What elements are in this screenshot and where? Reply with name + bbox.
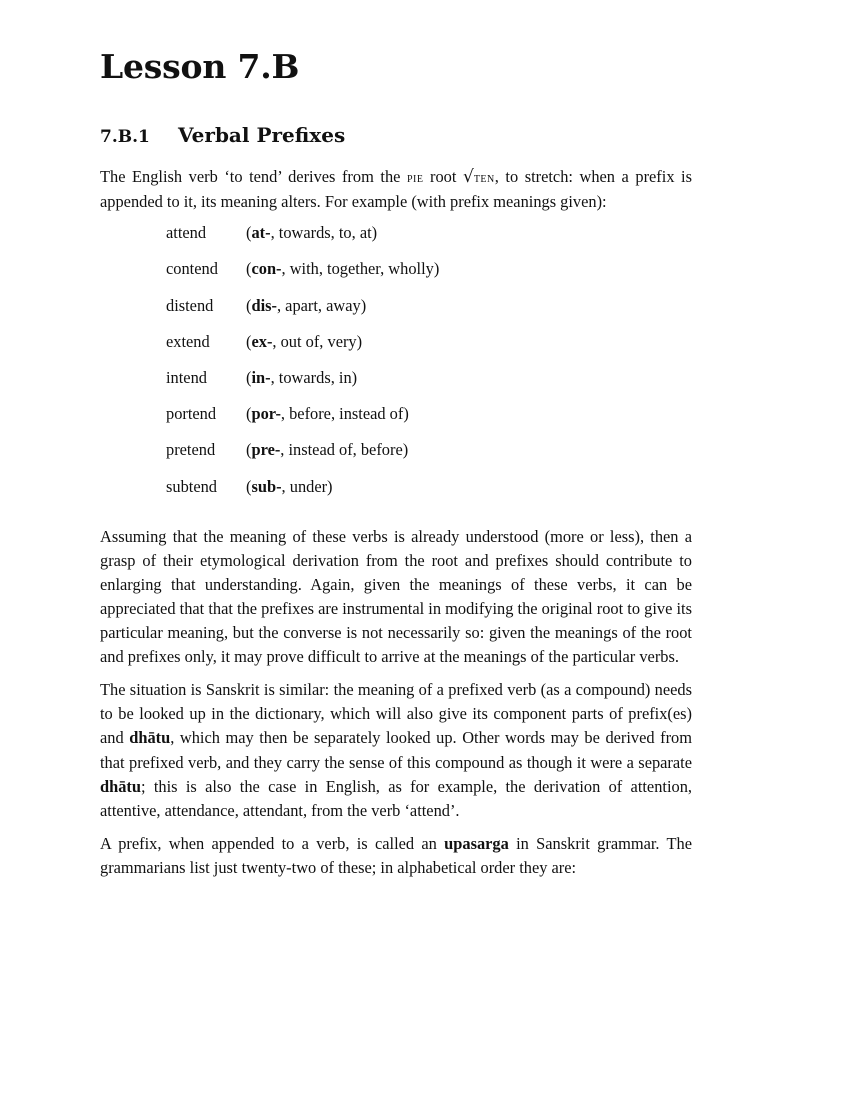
list-item bbox=[166, 368, 692, 404]
example-prefix: at- bbox=[251, 223, 271, 243]
intro-paragraph bbox=[100, 165, 692, 214]
example-meaning: , out of, very) bbox=[272, 331, 363, 351]
example-gloss: (ex-, out of, very) bbox=[246, 331, 363, 351]
example-gloss: (con-, with, together, wholly) bbox=[246, 259, 440, 279]
example-meaning: , instead of, before) bbox=[280, 440, 409, 460]
example-meaning: , before, instead of) bbox=[280, 404, 409, 424]
example-prefix: por- bbox=[251, 404, 281, 424]
example-meaning: , apart, away) bbox=[276, 295, 367, 315]
paragraph-etymology: Assuming that the meaning of these verbs is already understood (more or less), then a grasp of their etymological derivation from the root and prefixes should contribute to enlarging that understanding. Again, given the meanings of these verbs, it can be appreciated that that the prefixes are instrumental in modifying the original root to give its particular meaning, but the converse is not necessarily so: given the meanings of the root and prefixes only, it may prove difficult to arrive at the meanings of the particular verbs. bbox=[100, 526, 692, 667]
intro-text-2: root bbox=[423, 167, 463, 186]
term-dhatu: dhātu bbox=[129, 728, 171, 748]
example-gloss: (in-, towards, in) bbox=[246, 367, 358, 387]
example-gloss: (por-, before, instead of) bbox=[246, 404, 409, 424]
intro-text-1: The English verb ‘to tend’ derives from the bbox=[100, 167, 407, 186]
pie-abbreviation: pie bbox=[406, 170, 424, 186]
example-word: intend bbox=[166, 367, 207, 387]
example-meaning: , with, together, wholly) bbox=[281, 259, 440, 279]
list-item bbox=[166, 404, 692, 440]
example-meaning: , under) bbox=[281, 476, 333, 496]
example-word: distend bbox=[166, 295, 214, 315]
list-item bbox=[166, 477, 692, 513]
lesson-title: Lesson 7.B bbox=[100, 47, 300, 86]
section-number: 7.B.1 bbox=[100, 127, 150, 147]
example-word: contend bbox=[166, 259, 218, 279]
root-symbol: √ bbox=[462, 167, 474, 187]
example-list bbox=[166, 223, 692, 513]
example-word: attend bbox=[166, 223, 207, 243]
root-name: ten bbox=[473, 170, 495, 186]
paragraph-sanskrit: The situation is Sanskrit is similar: the meaning of a prefixed verb (as a compound) needs to be looked up in the dictionary, which will also give its component parts of prefix(es) and dhātu, which may then be separately looked up. Other words may be derived from that prefixed verb, and they carry the sense of this compound as though it were a separate dhātu; this is also the case in English, as for example, the derivation of attention, attentive, attendance, attendant, from the verb ‘attend’. bbox=[100, 680, 692, 820]
paragraph-upasarga: A prefix, when appended to a verb, is called an upasarga in Sanskrit grammar. The grammarians list just twenty-two of these; in alphabetical order they are: bbox=[100, 833, 693, 877]
example-word: subtend bbox=[166, 476, 217, 496]
term-dhatu: dhātu bbox=[100, 776, 142, 796]
example-word: pretend bbox=[166, 440, 216, 460]
example-prefix: con- bbox=[251, 259, 282, 279]
list-item bbox=[166, 332, 692, 368]
example-prefix: in- bbox=[251, 367, 271, 387]
section-title: Verbal Prefixes bbox=[178, 123, 346, 147]
example-gloss: (at-, towards, to, at) bbox=[246, 223, 378, 243]
list-item bbox=[166, 440, 692, 476]
term-upasarga: upasarga bbox=[444, 833, 509, 853]
example-meaning: , towards, in) bbox=[270, 367, 358, 387]
list-item bbox=[166, 296, 692, 332]
document-page bbox=[100, 45, 692, 889]
example-gloss: (dis-, apart, away) bbox=[246, 295, 367, 315]
list-item bbox=[166, 223, 692, 259]
section-heading bbox=[100, 121, 692, 151]
example-gloss: (pre-, instead of, before) bbox=[246, 440, 409, 460]
list-item bbox=[166, 259, 692, 295]
example-word: portend bbox=[166, 404, 217, 424]
example-gloss: (sub-, under) bbox=[246, 476, 333, 496]
intro-text-3: , to stretch: when a prefix is appended to it, its meaning alters. For example (with prefix meanings given): bbox=[100, 167, 692, 212]
example-prefix: ex- bbox=[251, 331, 273, 351]
example-meaning: , towards, to, at) bbox=[270, 223, 378, 243]
example-prefix: pre- bbox=[251, 440, 281, 460]
example-prefix: sub- bbox=[251, 476, 282, 496]
example-prefix: dis- bbox=[251, 295, 277, 315]
example-word: extend bbox=[166, 331, 210, 351]
